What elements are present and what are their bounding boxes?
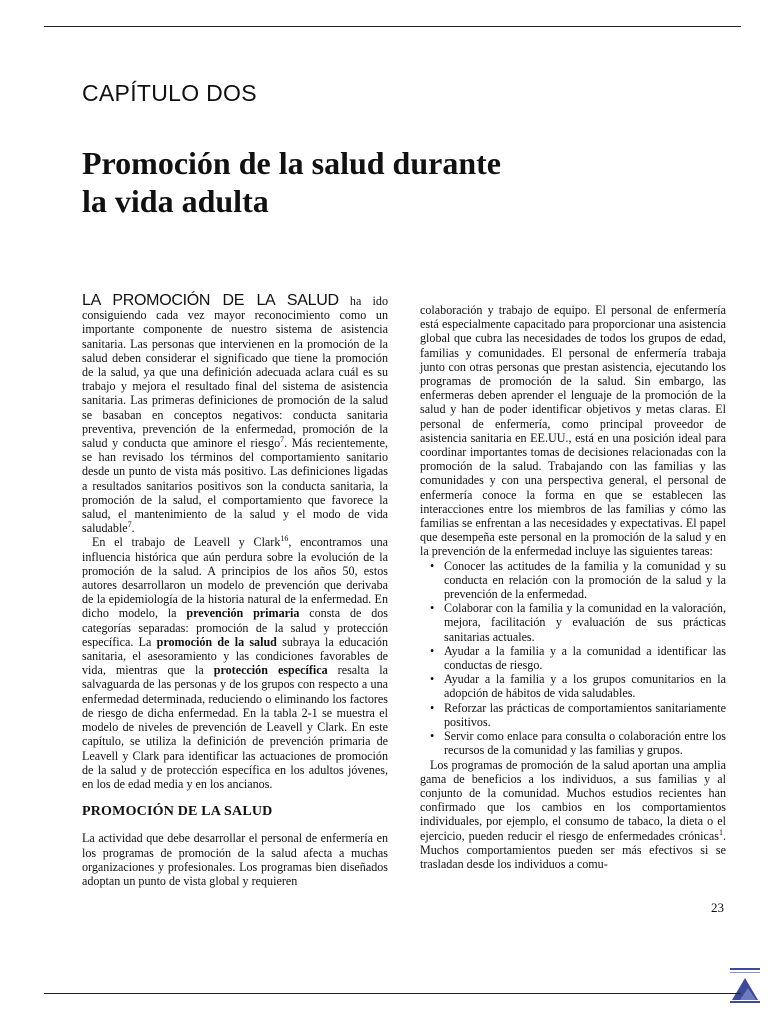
- bullet-icon: •: [430, 643, 435, 658]
- page-number: 23: [711, 900, 724, 915]
- list-item: • Reforzar las prácticas de comportamientos sanitariamente positivos.: [430, 700, 726, 729]
- bullet-icon: •: [430, 700, 435, 715]
- right-column: [420, 303, 726, 871]
- left-paragraph-2: En el trabajo de Leavell y Clark$^{16}$, encontramos una influencia histórica que aún perdura sobre la evolución de la promoción de la salud. A principios de los años 50, estos autores desarrollaron un modelo de prevención que derivaba de la epidemiología de la historia natural de la enfermedad. En dicho modelo, la prevención primaria consta de dos categorías separadas: promoción de la salud y protección específica. La promoción de la salud subraya la educación sanitaria, el asesoramiento y las condiciones favorables de vida, mientras que la protección específica resalta la salvaguarda de las personas y de los grupos con respecto a una enfermedad determinada, reduciendo o eliminando los factores de riesgo de dicha enfermedad. En la tabla 2-1 se muestra el modelo de niveles de prevención de Leavell y Clark. En este capítulo, se utiliza la definición de prevención primaria de Leavell y Clark para identificar las actuaciones de promoción de la salud y de protección específica en los adultos jóvenes, en los de edad media y en los ancianos.: [82, 534, 388, 791]
- top-rule: [44, 26, 741, 27]
- bullet-icon: •: [430, 601, 435, 616]
- chapter-label: CAPÍTULO DOS: [82, 80, 257, 106]
- right-paragraph-2: Los programas de promoción de la salud aportan una amplia gama de beneficios a los individuos, a sus familias y al conjunto de la comunidad. Muchos estudios recientes han confirmado que los cambios en los comportamientos individuales, por ejemplo, el consumo de tabaco, la dieta o el ejercicio, pueden reducir el riesgo de enfermedades crónicas$^1$. Muchos comportamientos pueden ser más efectivos si se trasladan desde los individuos a comu-: [420, 757, 726, 871]
- right-paragraph-1: colaboración y trabajo de equipo. El personal de enfermería está especialmente capacitado para proporcionar una asistencia global que cubra las necesidades de todos los grupos de edad, familias y comunidades. El personal de enfermería trabaja junto con otras personas que prestan asistencia, ejecutando los programas de promoción de la salud. Sin embargo, las enfermeras deben aprender el lenguaje de la promoción de la salud y han de poder identificar objetivos y metas claras. El personal de enfermería, como principal proveedor de asistencia sanitaria en EE.UU., está en una posición ideal para coordinar importantes tomas de decisiones relacionadas con la promoción de la salud. Trabajando con las familias y las comunidades y con una perspectiva general, el personal de enfermería conoce la forma en que se establecen las interacciones entre los miembros de las familias y cómo las familias se enfrentan a las necesidades y expectativas. El papel que desempeña este personal en la promoción de la salud y en la prevención de la enfermedad incluye las siguientes tareas:: [420, 303, 726, 559]
- bullet-icon: •: [430, 672, 435, 687]
- publisher-logo-icon: [728, 966, 762, 1006]
- bullet-icon: •: [430, 729, 435, 744]
- bottom-rule: [44, 993, 741, 994]
- list-item: • Servir como enlace para consulta o colaboración entre los recursos de la comunidad y las familias y grupos.: [430, 729, 726, 758]
- list-item: • Ayudar a la familia y a la comunidad a identificar las conductas de riesgo.: [430, 643, 726, 673]
- chapter-title-line-1: Promoción de la salud durante: [82, 145, 501, 181]
- section-subhead: PROMOCIÓN DE LA SALUD: [82, 804, 273, 820]
- task-list: [420, 559, 726, 758]
- left-paragraph-3: La actividad que debe desarrollar el personal de enfermería en los programas de promoción de la salud afecta a muchas organizaciones y profesionales. Los programas bien diseñados adoptan un punto de vista global y requieren: [82, 831, 388, 888]
- bullet-icon: •: [430, 558, 435, 573]
- chapter-title: [82, 144, 642, 220]
- chapter-title-line-2: la vida adulta: [82, 183, 269, 219]
- list-item: • Colaborar con la familia y la comunidad en la valoración, mejora, facilitación y evaluación de sus prácticas sanitarias actuales.: [430, 601, 726, 644]
- lead-section-head: LA PROMOCIÓN DE LA SALUD: [82, 292, 339, 309]
- left-paragraph-1: LA PROMOCIÓN DE LA SALUD ha ido consiguiendo cada vez mayor reconocimiento como un importante componente de nuestro sistema de asistencia sanitaria. Las personas que intervienen en la promoción de la salud deben considerar el significado que tiene la promoción de la salud, ya que una definición adecuada aclara cuál es su trabajo y mejora el resultado final del sistema de asistencia sanitaria. Las primeras definiciones de promoción de la salud se basaban en conceptos negativos: conducta sanitaria preventiva, prevención de la enfermedad, promoción de la salud y conducta que aminore el riesgo$^7$. Más recientemente, se han revisado los términos del comportamiento sanitario desde un punto de vista más positivo. Las definiciones ligadas a resultados sanitarios positivos son la conducta sanitaria, la promoción de la salud, el comportamiento que favorece la salud, el mantenimiento de la salud y el modo de vida saludable$^7$.: [82, 292, 388, 536]
- left-column: [82, 294, 388, 888]
- list-item: • Ayudar a la familia y a los grupos comunitarios en la adopción de hábitos de vida saludables.: [430, 672, 726, 701]
- list-item: • Conocer las actitudes de la familia y la comunidad y su conducta en relación con la promoción de la salud y la prevención de la enfermedad.: [430, 558, 726, 602]
